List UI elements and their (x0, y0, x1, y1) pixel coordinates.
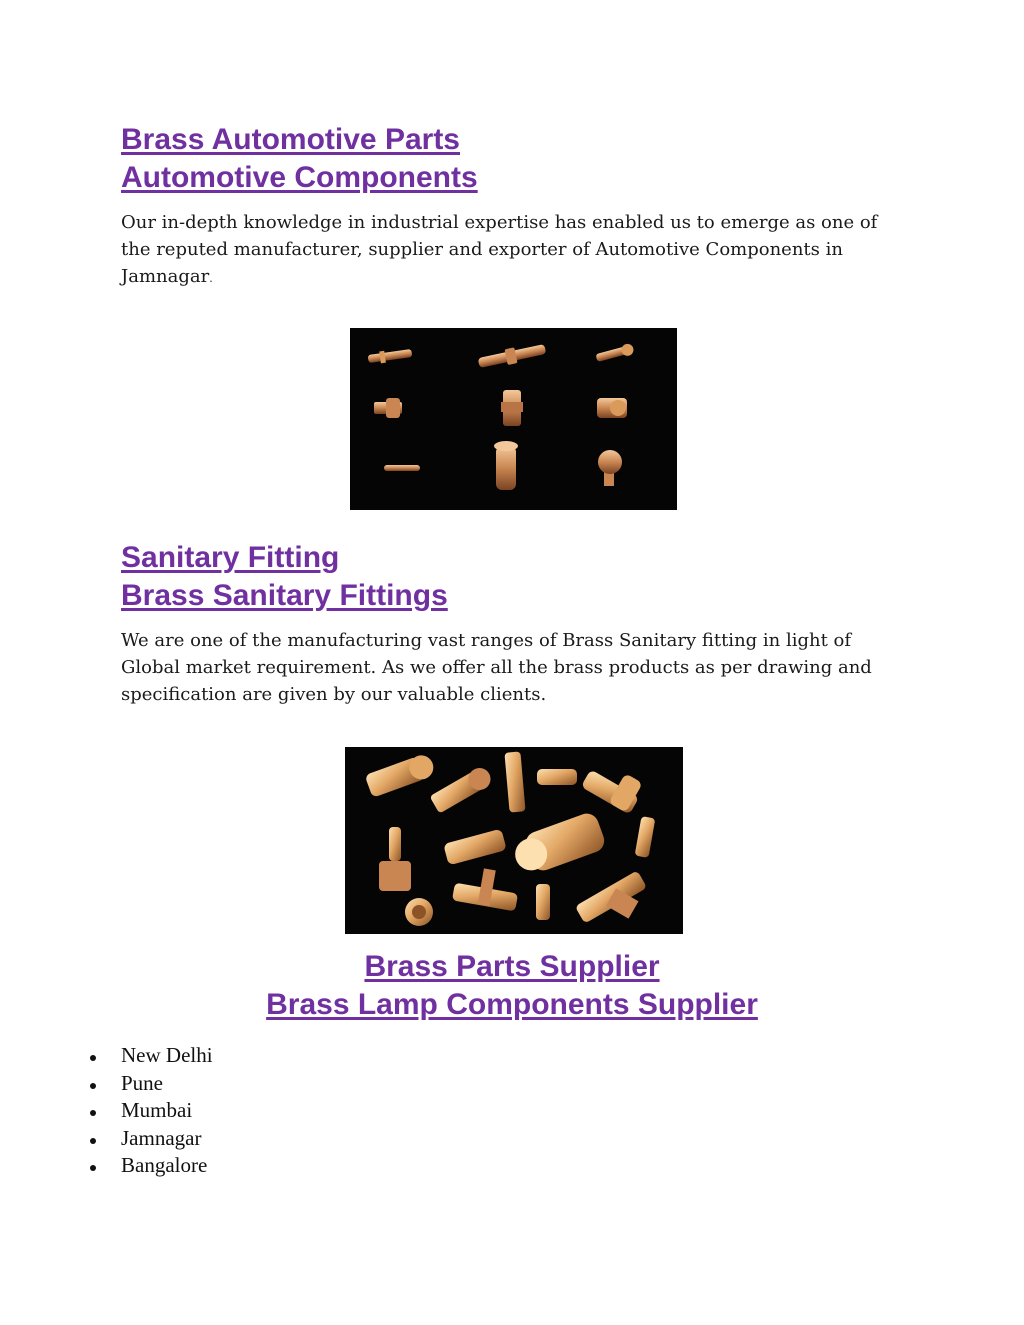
section-sanitary (121, 539, 901, 708)
list-item: Mumbai (87, 1097, 213, 1125)
link-brass-sanitary-fittings[interactable]: Brass Sanitary Fittings (121, 579, 448, 612)
link-automotive-components[interactable]: Automotive Components (121, 161, 478, 194)
link-brass-parts-supplier[interactable]: Brass Parts Supplier (364, 950, 660, 983)
section-suppliers-heading (0, 948, 1024, 1024)
list-item: Jamnagar (87, 1125, 213, 1153)
section-automotive (121, 121, 901, 292)
brass-automotive-parts-photo (350, 328, 677, 510)
automotive-description: Our in-depth knowledge in industrial expertise has enabled us to emerge as one of the reputed manufacturer, supplier and exporter of Automotive Components in Jamnagar. (121, 212, 878, 287)
sanitary-description: We are one of the manufacturing vast ranges of Brass Sanitary fitting in light of Global market requirement. As we offer all the brass products as per drawing and specification are given by our valuable clients. (121, 630, 872, 705)
list-item: New Delhi (87, 1042, 213, 1070)
list-item: Bangalore (87, 1152, 213, 1180)
link-brass-lamp-components-supplier[interactable]: Brass Lamp Components Supplier (266, 988, 758, 1021)
link-sanitary-fitting[interactable]: Sanitary Fitting (121, 541, 340, 574)
city-list (87, 1042, 213, 1180)
link-brass-automotive-parts[interactable]: Brass Automotive Parts (121, 123, 460, 156)
brass-sanitary-fittings-photo (345, 747, 683, 934)
list-item: Pune (87, 1070, 213, 1098)
